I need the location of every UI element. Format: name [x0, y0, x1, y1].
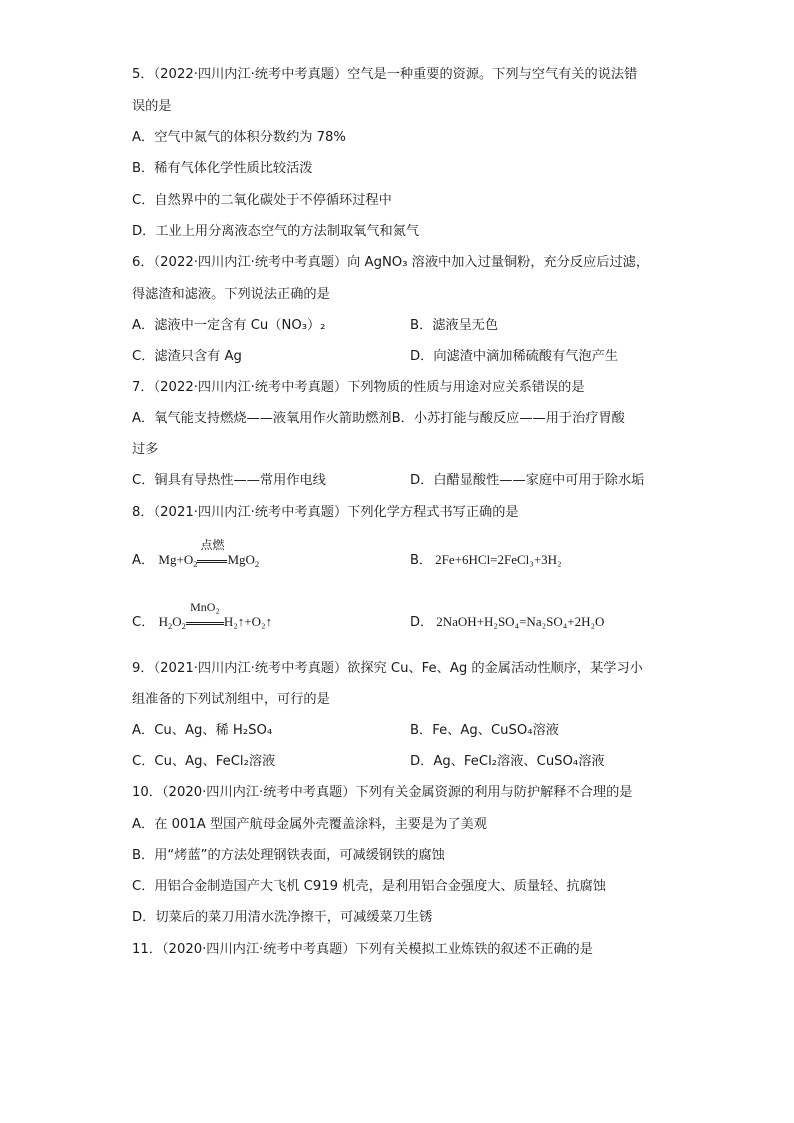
q8-option-d-label: D．	[410, 615, 434, 630]
q10-option-a: A．在 001A 型国产航母金属外壳覆盖涂料，主要是为了美观	[132, 817, 487, 832]
q9-stem-line2: 组准备的下列试剂组中，可行的是	[132, 692, 330, 707]
q9-option-c: C．Cu、Ag、FeCl₂溶液	[132, 754, 276, 769]
q9-stem-line1: 9．（2021·四川内江·统考中考真题）欲探究 Cu、Fe、Ag 的金属活动性顺序，某学习小	[132, 661, 643, 676]
q8-a-sub2: 2	[254, 559, 260, 569]
q6-option-c: C．滤渣只含有 Ag	[132, 349, 242, 364]
q8-option-d	[410, 613, 604, 632]
q8-option-c-label: C．	[132, 615, 155, 630]
q7-option-d: D．白醋显酸性——家庭中可用于除水垢	[410, 473, 645, 488]
q8-option-a-label: A．	[132, 553, 155, 568]
q8-option-a-equation	[158, 538, 260, 569]
q11-stem: 11．（2020·四川内江·统考中考真题）下列有关模拟工业炼铁的叙述不正确的是	[132, 942, 593, 957]
q6-option-a: A．滤液中一定含有 Cu（NO₃）₂	[132, 318, 326, 333]
q6-option-d: D．向滤渣中滴加稀硫酸有气泡产生	[410, 349, 618, 364]
q8-stem: 8．（2021·四川内江·统考中考真题）下列化学方程式书写正确的是	[132, 505, 519, 520]
q5-stem-line1: 5．（2022·四川内江·统考中考真题）空气是一种重要的资源。下列与空气有关的说法错	[132, 67, 638, 82]
q10-stem: 10．（2020·四川内江·统考中考真题）下列有关金属资源的利用与防护解释不合理的是	[132, 785, 633, 800]
q8-c-condition-arrow	[186, 600, 224, 631]
q7-options-ab-line1: A．氧气能支持燃烧——液氧用作火箭助燃剂B．小苏打能与酸反应——用于治疗胃酸	[132, 411, 625, 426]
q7-stem: 7．（2022·四川内江·统考中考真题）下列物质的性质与用途对应关系错误的是	[132, 380, 585, 395]
q8-a-condition: 点燃	[200, 538, 225, 552]
q8-a-product: MgO	[227, 552, 255, 567]
q9-option-b: B．Fe、Ag、CuSO₄溶液	[410, 723, 559, 738]
q10-option-d: D．切菜后的菜刀用清水洗净擦干，可减缓菜刀生锈	[132, 910, 433, 925]
q6-option-b: B．滤液呈无色	[410, 318, 499, 333]
q8-a-reactants: Mg+O	[158, 552, 194, 567]
q8-c-condition: MnO₂	[190, 600, 220, 614]
q8-option-b-equation: 2Fe+6HCl=2FeCl₃+3H₂	[435, 552, 562, 567]
q7-option-c: C．铜具有导热性——常用作电线	[132, 473, 326, 488]
q8-option-d-equation: 2NaOH+H₂SO₄=Na₂SO₄+2H₂O	[436, 614, 605, 629]
q10-option-c: C．用铝合金制造国产大飞机 C919 机壳，是利用铝合金强度大、质量轻、抗腐蚀	[132, 879, 606, 894]
q10-option-b: B．用“烤蓝”的方法处理钢铁表面，可减缓钢铁的腐蚀	[132, 848, 445, 863]
q8-option-c-equation: $H_2O_2$ MnO₂ H₂↑+O₂↑	[158, 600, 273, 631]
q8-option-b	[410, 551, 562, 570]
q5-option-d: D．工业上用分离液态空气的方法制取氧气和氮气	[132, 224, 420, 239]
q5-option-b: B．稀有气体化学性质比较活泼	[132, 161, 313, 176]
q5-stem-line2: 误的是	[132, 99, 172, 114]
q8-c-products: H₂↑+O₂↑	[223, 614, 273, 629]
q8-option-a	[132, 538, 260, 570]
q6-stem-line2: 得滤渣和滤液。下列说法正确的是	[132, 287, 330, 302]
q8-a-condition-arrow	[197, 538, 227, 569]
q8-option-b-label: B．	[410, 553, 432, 568]
q9-option-d: D．Ag、FeCl₂溶液、CuSO₄溶液	[410, 754, 605, 769]
q8-a-sub1: 2	[193, 559, 198, 569]
q9-option-a: A．Cu、Ag、稀 H₂SO₄	[132, 723, 273, 738]
q5-option-a: A．空气中氮气的体积分数约为 78%	[132, 130, 346, 145]
q8-option-c	[132, 600, 273, 632]
q8-c-reactant: H	[158, 614, 168, 629]
q7-options-ab-line2: 过多	[132, 442, 159, 457]
q5-option-c: C．自然界中的二氧化碳处于不停循环过程中	[132, 193, 392, 208]
q6-stem-line1: 6．（2022·四川内江·统考中考真题）向 AgNO₃ 溶液中加入过量铜粉，充分反应后过滤，	[132, 255, 650, 270]
